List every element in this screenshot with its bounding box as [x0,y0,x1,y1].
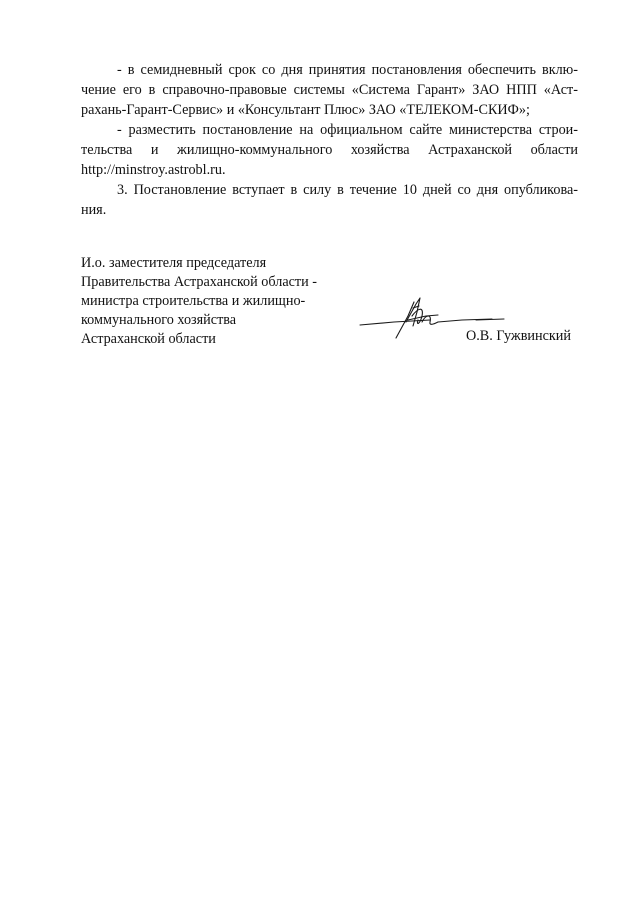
paragraph-1-line-3: рахань-Гарант-Сервис» и «Консультант Плюс» ЗАО «ТЕЛЕКОМ-СКИФ»; [81,102,530,118]
signer-name: О.В. Гужвинский [466,328,571,344]
signer-title-line: И.о. заместителя председателя [81,255,267,271]
paragraph-3-line-1: 3. Постановление вступает в силу в течение 10 дней со дня опубликова- [117,182,578,198]
signer-title-line: Астраханской области [81,331,216,347]
paragraph-2-line-1: - разместить постановление на официальном сайте министерства строи- [117,122,578,138]
paragraph-2-line-2: тельства и жилищно-коммунального хозяйства Астраханской области [81,142,578,158]
signer-title-line: министра строительства и жилищно- [81,293,306,309]
website-url: http://minstroy.astrobl.ru. [81,162,226,178]
paragraph-1-line-1: - в семидневный срок со дня принятия постановления обеспечить вклю- [117,62,578,78]
document-body [81,60,578,220]
paragraph-1-line-2: чение его в справочно-правовые системы «Система Гарант» ЗАО НПП «Аст- [81,82,578,98]
signer-title-line: Правительства Астраханской области - [81,274,317,290]
signer-title-line: коммунального хозяйства [81,312,237,328]
paragraph-3-line-2: ния. [81,202,107,218]
signer-title [81,254,351,349]
